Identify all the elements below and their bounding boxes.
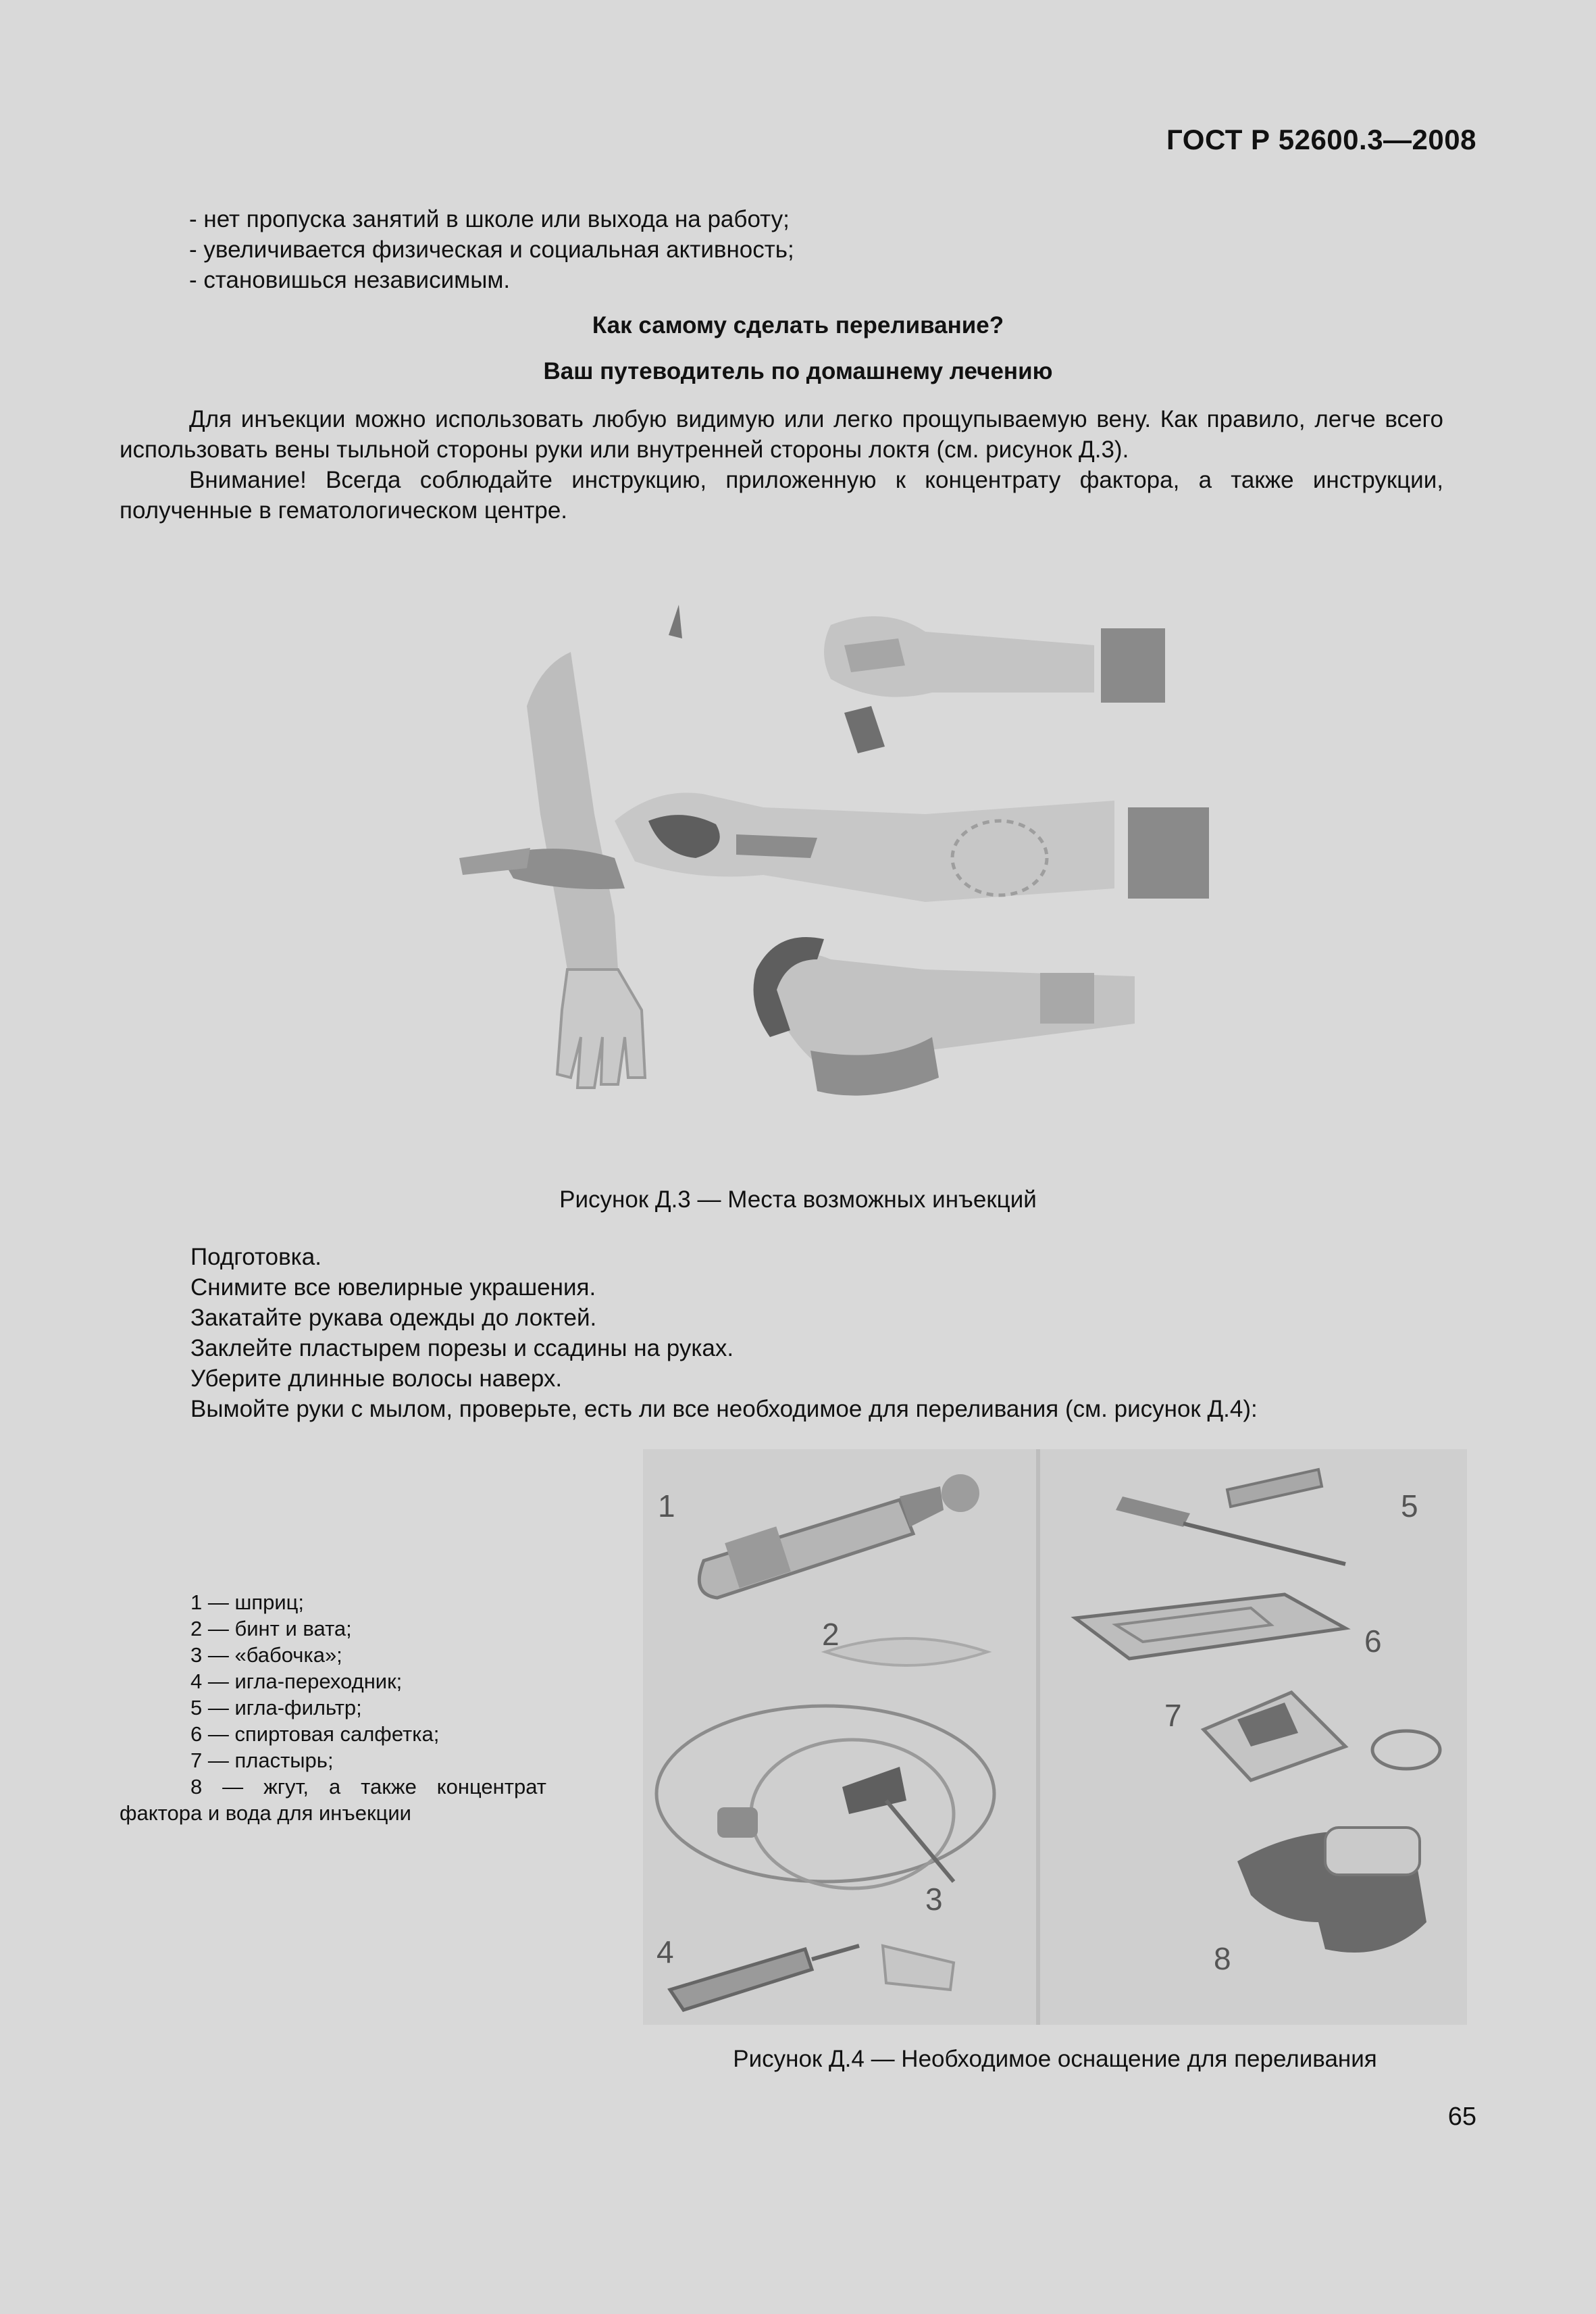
list-item: Закатайте рукава одежды до локтей. <box>190 1305 597 1331</box>
arm-illustration-top <box>824 616 1165 753</box>
page-number: 65 <box>1447 2103 1476 2131</box>
figure4-label-5: 5 <box>1401 1488 1418 1524</box>
figure4-legend <box>120 1589 546 1826</box>
list-item: Подготовка. <box>190 1244 321 1270</box>
paragraph-attention <box>120 465 1443 526</box>
paragraph-veins-text: Для инъекции можно использовать любую видимую или легко прощупываемую вену. Как правило, легче всего использовать вены тыльной стороны руки или внутренней стороны локтя (см. рисунок Д.3). <box>120 406 1443 463</box>
heading-guide: Ваш путеводитель по домашнему лечению <box>543 358 1053 384</box>
figure4-label-1: 1 <box>658 1488 675 1524</box>
legend-item: 2 — бинт и вата; <box>190 1617 352 1640</box>
figure4-label-3: 3 <box>925 1882 943 1917</box>
benefits-list <box>189 204 794 295</box>
list-item: - увеличивается физическая и социальная активность; <box>189 236 794 263</box>
list-item: - нет пропуска занятий в школе или выхода на работу; <box>189 206 790 232</box>
preparation-list <box>190 1242 1258 1424</box>
paragraph-veins <box>120 404 1443 465</box>
legend-item: 3 — «бабочка»; <box>190 1643 342 1667</box>
figure4-label-2: 2 <box>822 1617 840 1652</box>
figure3-caption: Рисунок Д.3 — Места возможных инъекций <box>559 1186 1037 1213</box>
figure-equipment-drawing <box>643 1449 1467 2025</box>
legend-item: 5 — игла-фильтр; <box>190 1696 362 1719</box>
arm-illustration-bottom <box>754 937 1135 1096</box>
heading-how-to: Как самому сделать переливание? <box>592 312 1004 338</box>
figure4-label-6: 6 <box>1364 1624 1382 1659</box>
list-item: Вымойте руки с мылом, проверьте, есть ли все необходимое для переливания (см. рисунок Д.4): <box>190 1396 1258 1422</box>
list-item: Уберите длинные волосы наверх. <box>190 1365 563 1392</box>
figure4-label-4: 4 <box>657 1934 674 1969</box>
list-item: - становишься независимым. <box>189 267 511 293</box>
figure4-label-7: 7 <box>1164 1698 1182 1733</box>
figure4-label-8: 8 <box>1214 1941 1231 1976</box>
list-item: Заклейте пластырем порезы и ссадины на руках. <box>190 1335 734 1361</box>
legend-item: 6 — спиртовая салфетка; <box>190 1722 440 1746</box>
figure-injection-sites <box>412 591 1209 1159</box>
arm-illustration-middle <box>615 793 1209 902</box>
legend-item: 8 — жгут, а также концентрат <box>190 1775 546 1799</box>
list-item: Снимите все ювелирные украшения. <box>190 1274 596 1301</box>
figure4-caption: Рисунок Д.4 — Необходимое оснащение для переливания <box>733 2046 1377 2072</box>
paragraph-attention-text: Внимание! Всегда соблюдайте инструкцию, приложенную к концентрату фактора, а также инструкции, полученные в гематологическом центре. <box>120 467 1443 524</box>
legend-item: 1 — шприц; <box>190 1590 305 1614</box>
legend-item: 4 — игла-переходник; <box>190 1669 403 1693</box>
figure-equipment <box>643 1449 1467 2025</box>
legend-item: 7 — пластырь; <box>190 1749 334 1772</box>
legend-item-continued: фактора и вода для инъекции <box>120 1801 411 1825</box>
standard-number: ГОСТ Р 52600.3—2008 <box>1166 124 1476 155</box>
